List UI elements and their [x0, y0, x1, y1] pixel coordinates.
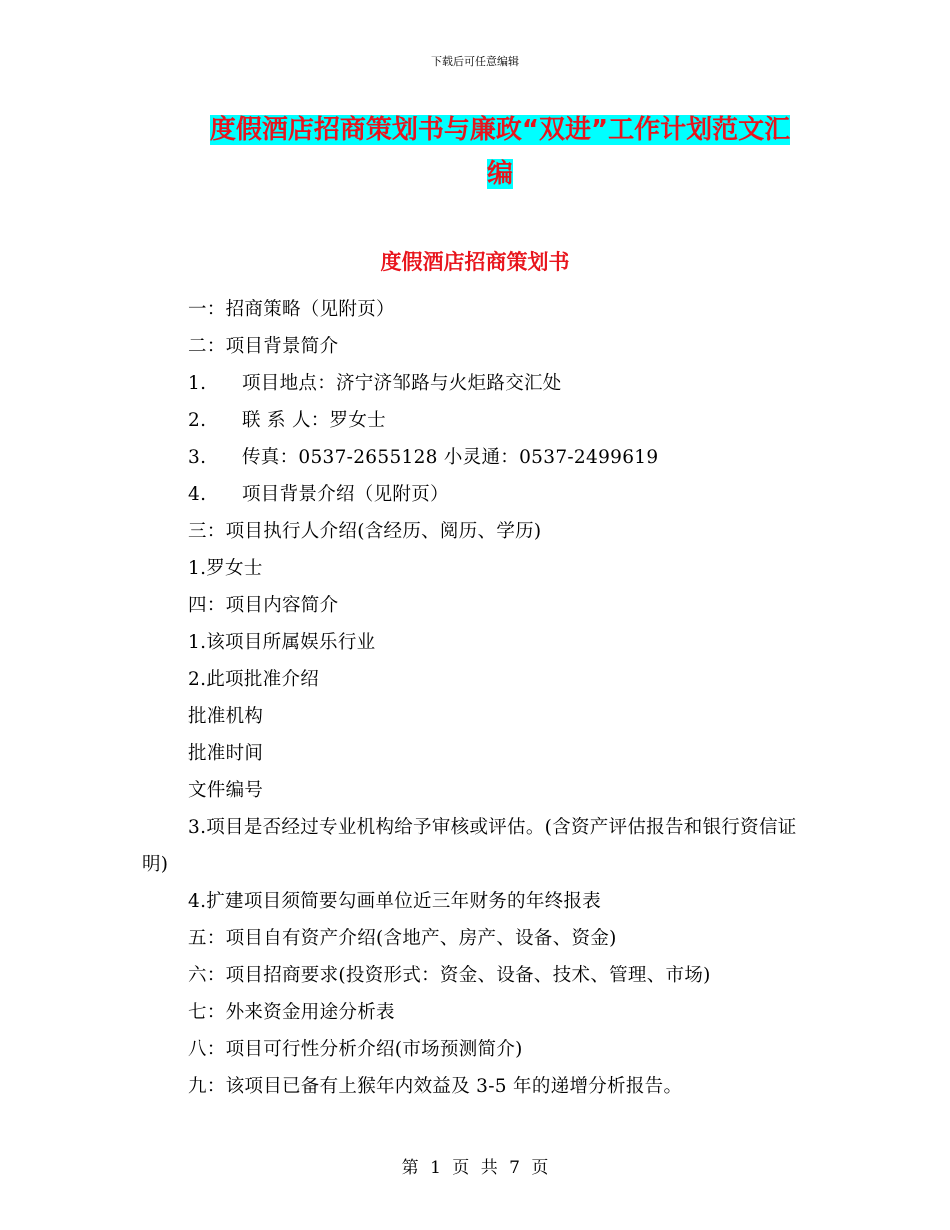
paragraph: 1.该项目所属娱乐行业 — [188, 632, 376, 653]
list-number: 2. — [188, 410, 207, 431]
paragraph: 4.扩建项目须简要勾画单位近三年财务的年终报表 — [188, 891, 602, 912]
list-item — [142, 439, 822, 476]
list-text: 传真：0537-2655128 小灵通：0537-2499619 — [242, 447, 659, 468]
paragraph: 批准机构 — [188, 706, 264, 727]
document-body — [142, 291, 822, 1105]
paragraph: 1.罗女士 — [188, 558, 263, 579]
list-text: 项目地点：济宁济邹路与火炬路交汇处 — [242, 373, 562, 394]
paragraph: 五：项目自有资产介绍(含地产、房产、设备、资金) — [188, 928, 617, 949]
list-text: 项目背景介绍（见附页） — [242, 484, 449, 505]
page-footer: 第 1 页 共 7 页 — [401, 1158, 549, 1178]
paragraph: 3.项目是否经过专业机构给予审核或评估。(含资产评估报告和银行资信证明) — [142, 817, 797, 875]
list-number: 1. — [188, 373, 207, 394]
paragraph: 八：项目可行性分析介绍(市场预测简介) — [188, 1039, 523, 1060]
paragraph: 批准时间 — [188, 743, 264, 764]
document-title-line2: 编 — [486, 159, 513, 189]
paragraph: 文件编号 — [188, 780, 264, 801]
list-text: 联 系 人：罗女士 — [242, 410, 386, 431]
paragraph: 四：项目内容简介 — [188, 595, 339, 616]
list-number: 4. — [188, 484, 207, 505]
paragraph: 二：项目背景简介 — [188, 336, 339, 357]
paragraph: 一：招商策略（见附页） — [188, 299, 395, 320]
paragraph: 七：外来资金用途分析表 — [188, 1002, 395, 1023]
page-header-note: 下载后可任意编辑 — [431, 55, 519, 68]
document-title — [188, 108, 812, 196]
section-title: 度假酒店招商策划书 — [380, 250, 570, 274]
list-item — [142, 365, 822, 402]
paragraph: 三：项目执行人介绍(含经历、阅历、学历) — [188, 521, 542, 542]
paragraph: 六：项目招商要求(投资形式：资金、设备、技术、管理、市场) — [188, 965, 711, 986]
paragraph: 九：该项目已备有上猴年内效益及 3-5 年的递增分析报告。 — [188, 1076, 683, 1097]
document-title-line1: 度假酒店招商策划书与廉政“双进”工作计划范文汇 — [209, 115, 791, 145]
paragraph: 2.此项批准介绍 — [188, 669, 320, 690]
list-item — [142, 476, 822, 513]
list-item — [142, 402, 822, 439]
list-number: 3. — [188, 447, 207, 468]
